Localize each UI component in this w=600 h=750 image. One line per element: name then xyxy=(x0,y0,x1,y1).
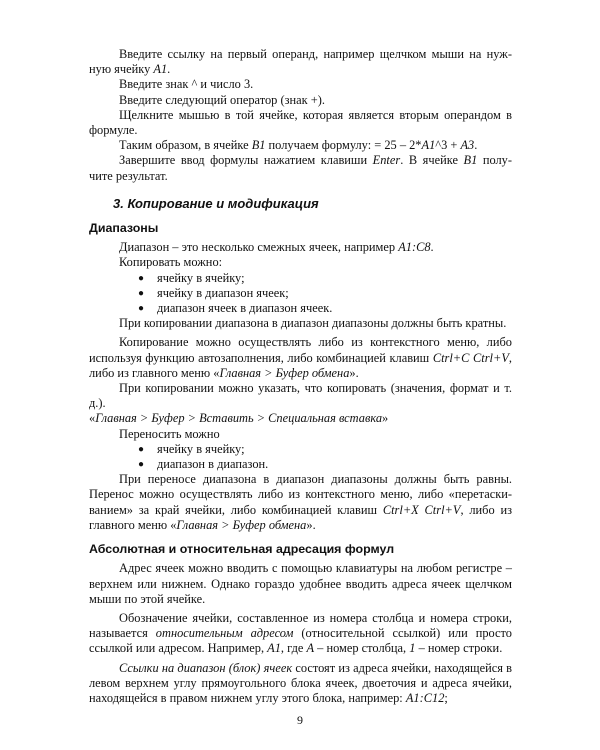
paragraph: Таким образом, в ячейке B1 получаем формулу: = 25 – 2*A1^3 + A3. xyxy=(119,138,478,153)
paragraph: Введите следующий оператор (знак +). xyxy=(119,92,325,107)
paragraph: Щелкните мышью в той ячейке, которая является вторым операндом в формуле. xyxy=(89,107,512,138)
section-heading: 3. Копирование и модификация xyxy=(113,195,319,211)
bullet-icon: ● xyxy=(138,272,145,284)
list-item: ● ячейку в ячейку; xyxy=(138,270,245,285)
list-item: ● диапазон в диапазон. xyxy=(138,457,269,472)
bullet-icon: ● xyxy=(138,287,145,299)
paragraph: Копирование можно осуществлять либо из контекстного меню, либо используя функцию автозаполнения, либо комбинацией клавиш Ctrl+C Ctrl+V, либо из главного меню «Главная > Буфер обмена». xyxy=(89,335,512,380)
move-list xyxy=(89,442,512,472)
paragraph: При переносе диапазона в диапазон диапазоны должны быть равны. Перенос можно осуществлять либо из контекстного меню, либо «перетаски-ванием» за край ячейки, либо комбинацией клавиш Ctrl+X Ctrl+V, либо из главного меню «Главная > Буфер обмена». xyxy=(89,472,512,532)
paragraph: Адрес ячеек можно вводить с помощью клавиатуры на любом регистре – верхнем или нижнем. Однако гораздо удобнее вводить адреса ячеек щелчком мыши по этой ячейке. xyxy=(89,561,512,606)
bullet-icon: ● xyxy=(138,443,145,455)
paragraph: Ссылки на диапазон (блок) ячеек состоят из адреса ячейки, находящейся в левом верхнем углу прямоугольного блока ячеек, двоеточия и адреса ячейки, находящейся в правом нижнем углу этого блока, например: A1:C12; xyxy=(89,660,512,705)
paragraph: Введите знак ^ и число 3. xyxy=(119,77,254,92)
paragraph: Диапазон – это несколько смежных ячеек, например A1:C8. xyxy=(119,240,434,255)
list-label: Копировать можно: xyxy=(119,255,223,270)
page-content xyxy=(89,47,512,706)
paragraph: «Главная > Буфер > Вставить > Специальная вставка» xyxy=(89,411,389,426)
bullet-icon: ● xyxy=(138,459,145,471)
list-item: ● диапазон ячеек в диапазон ячеек. xyxy=(138,301,333,316)
bullet-icon: ● xyxy=(138,303,145,315)
copy-list xyxy=(89,271,512,317)
paragraph: Завершите ввод формулы нажатием клавиши Enter. В ячейке B1 полу-чите результат. xyxy=(89,153,513,183)
list-item: ● ячейку в ячейку; xyxy=(138,441,245,456)
page-number: 9 xyxy=(297,713,303,727)
list-label: Переносить можно xyxy=(119,426,220,441)
subsection-heading-ranges: Диапазоны xyxy=(89,221,159,236)
paragraph: При копировании диапазона в диапазон диапазоны должны быть кратны. xyxy=(119,316,507,331)
subsection-heading-addressing: Абсолютная и относительная адресация формул xyxy=(89,542,395,557)
paragraph: Введите ссылку на первый операнд, например щелчком мыши на нуж-ную ячейку A1. xyxy=(89,47,512,77)
paragraph: При копировании можно указать, что копировать (значения, формат и т. д.). xyxy=(89,381,512,411)
list-item: ● ячейку в диапазон ячеек; xyxy=(138,285,289,300)
paragraph: Обозначение ячейки, составленное из номера столбца и номера строки, называется относительным адресом (относительной ссылкой) или просто ссылкой или адресом. Например, A1, где A – номер столбца, 1 – номер строки. xyxy=(89,610,512,656)
